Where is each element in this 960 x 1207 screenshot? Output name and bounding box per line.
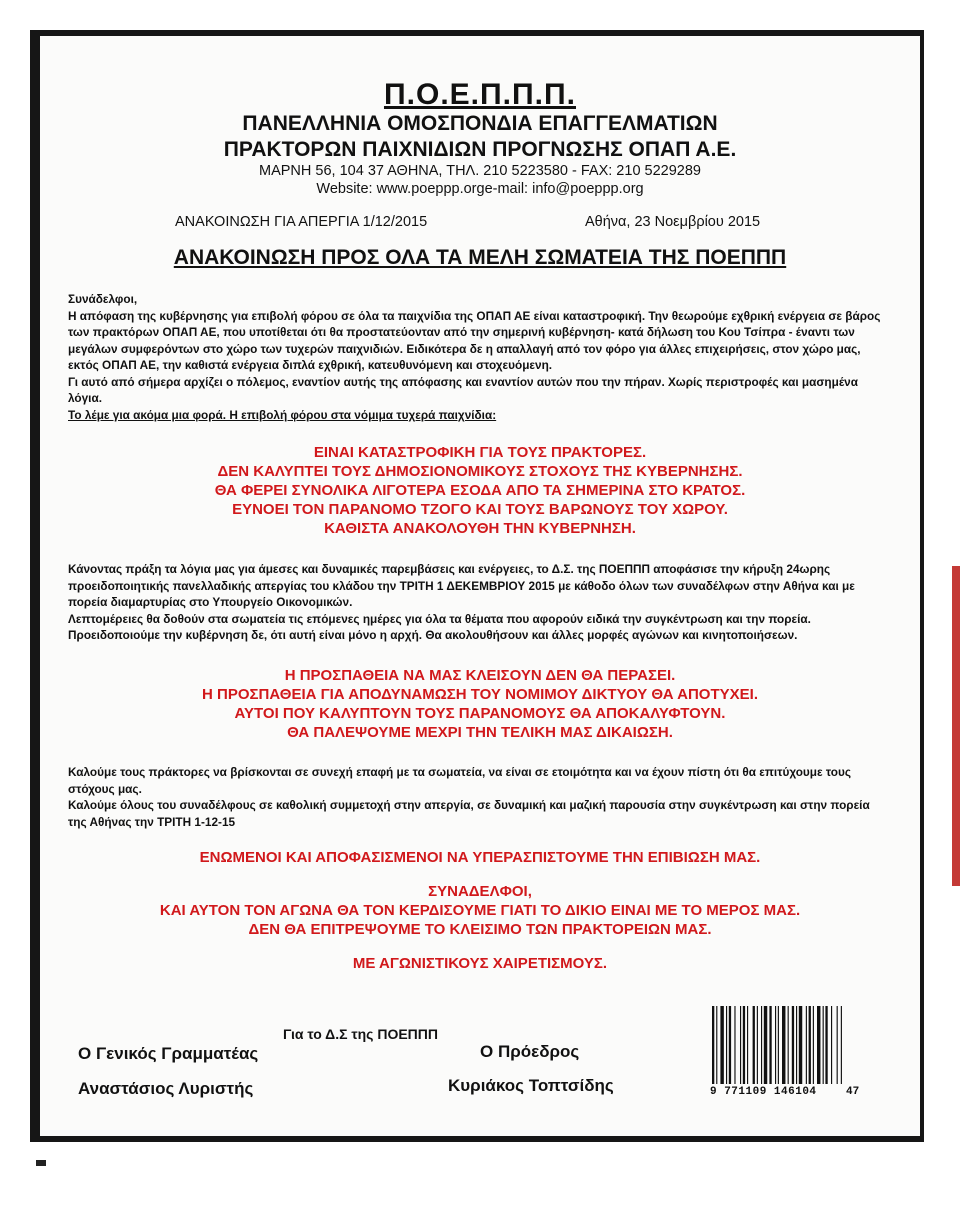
barcode-bar	[817, 1006, 820, 1084]
barcode-bar	[740, 1006, 741, 1084]
federation-name-line1: ΠΑΝΕΛΛΗΝΙΑ ΟΜΟΣΠΟΝΔΙΑ ΕΠΑΓΓΕΛΜΑΤΙΩΝ	[242, 112, 718, 135]
warning-paragraph: Προειδοποιούμε την κυβέρνηση δε, ότι αυτή είναι μόνο η αρχή. Θα ακολουθήσουν και άλλες μορφές αγώνων και κινητοποιήσεων.	[68, 628, 798, 642]
barcode-bar	[726, 1006, 727, 1084]
address-line: ΜΑΡΝΗ 56, 104 37 ΑΘΗΝΑ, ΤΗΛ. 210 5223580 - FAX: 210 5229289	[259, 163, 701, 179]
barcode-bar	[788, 1006, 789, 1084]
president-title: Ο Πρόεδρος	[480, 1042, 580, 1061]
barcode-bar	[831, 1006, 832, 1084]
intro-text	[68, 291, 888, 423]
website-line: Website: www.poeppp.orge-mail: info@poeppp.org	[316, 181, 644, 197]
barcode-bar	[761, 1006, 762, 1084]
salutation: Συνάδελφοι,	[68, 292, 138, 306]
barcode-bar	[809, 1006, 811, 1084]
president-name: Κυριάκος Τοπτσίδης	[448, 1076, 614, 1095]
barcode-bar	[823, 1006, 824, 1084]
red-line: ΔΕΝ ΚΑΛΥΠΤΕΙ ΤΟΥΣ ΔΗΜΟΣΙΟΝΟΜΙΚΟΥΣ ΣΤΟΧΟΥΣ ΤΗΣ ΚΥΒΕΡΝΗΣΗΣ.	[217, 463, 743, 480]
war-paragraph: Γι αυτό από σήμερα αρχίζει ο πόλεμος, εναντίον αυτής της απόφασης και εναντίον αυτών που την πήραν. Χωρίς περιστροφές και μασημένα λόγια.	[68, 374, 858, 405]
red-line: ΔΕΝ ΘΑ ΕΠΙΤΡΕΨΟΥΜΕ ΤΟ ΚΛΕΙΣΙΜΟ ΤΩΝ ΠΡΑΚΤΟΡΕΙΩΝ ΜΑΣ.	[248, 921, 712, 938]
red-line: ΕΙΝΑΙ ΚΑΤΑΣΤΡΟΦΙΚΗ ΓΙΑ ΤΟΥΣ ΠΡΑΚΤΟΡΕΣ.	[313, 444, 647, 461]
red-line: ΣΥΝΑΔΕΛΦΟΙ,	[428, 883, 532, 900]
for-board-line: Για το Δ.Σ της ΠΟΕΠΠΠ	[283, 1026, 439, 1042]
barcode-bar	[769, 1006, 771, 1084]
red-list-resistance	[40, 666, 920, 742]
barcode-bar	[837, 1006, 838, 1084]
barcode-bar	[747, 1006, 748, 1084]
adjacent-page-edge	[952, 566, 960, 886]
barcode-bar	[753, 1006, 755, 1084]
strike-paragraph: Κάνοντας πράξη τα λόγια μας για άμεσες και δυναμικές παρεμβάσεις και ενέργειες, το Δ.Σ. της ΠΟΕΠΠΠ αποφάσισε την κήρυξη 24ωρης προειδοποιητικής πανελλαδικής απεργίας του κλάδου την ΤΡΙΤΗ 1 ΔΕΚΕΜΒΡΙΟΥ 2015 με κάθοδο όλων των συναδέλφων στην Αθήνα και με πορεία διαμαρτυρίας στο Υπουργείο Οικονομικών.	[68, 562, 855, 609]
contact-paragraph: Καλούμε τους πράκτορες να βρίσκονται σε συνεχή επαφή με τα σωματεία, να είναι σε ετοιμότητα και να έχουν πίστη ότι θα επιτύχουμε τους στόχους μας.	[68, 765, 852, 796]
main-title: ΑΝΑΚΟΙΝΩΣΗ ΠΡΟΣ ΟΛΑ ΤΑ ΜΕΛΗ ΣΩΜΑΤΕΙΑ ΤΗΣ ΠΟΕΠΠΠ	[173, 246, 787, 269]
barcode-bar	[716, 1006, 717, 1084]
barcode-bar	[792, 1006, 794, 1084]
barcode-bar	[729, 1006, 731, 1084]
strike-text	[68, 561, 888, 644]
document-sheet	[40, 36, 920, 1136]
org-abbreviation: Π.Ο.Ε.Π.Π.Π.	[383, 78, 576, 111]
barcode-bar	[806, 1006, 807, 1084]
red-colleagues-block	[40, 882, 920, 939]
issue-number: 47	[846, 1086, 860, 1098]
secretary-title: Ο Γενικός Γραμματέας	[78, 1044, 259, 1063]
barcode-bar	[796, 1006, 797, 1084]
barcode-bar	[764, 1006, 767, 1084]
date-line: Αθήνα, 23 Νοεμβρίου 2015	[585, 214, 761, 230]
red-line: Η ΠΡΟΣΠΑΘΕΙΑ ΝΑ ΜΑΣ ΚΛΕΙΣΟΥΝ ΔΕΝ ΘΑ ΠΕΡΑΣΕΙ.	[284, 667, 676, 684]
red-line: ΘΑ ΦΕΡΕΙ ΣΥΝΟΛΙΚΑ ΛΙΓΟΤΕΡΑ ΕΣΟΔΑ ΑΠΟ ΤΑ ΣΗΜΕΡΙΝΑ ΣΤΟ ΚΡΑΤΟΣ.	[214, 482, 746, 499]
red-line: Η ΠΡΟΣΠΑΘΕΙΑ ΓΙΑ ΑΠΟΔΥΝΑΜΩΣΗ ΤΟΥ ΝΟΜΙΜΟΥ ΔΙΚΤΥΟΥ ΘΑ ΑΠΟΤΥΧΕΙ.	[202, 686, 758, 703]
tax-statement-lead: Το λέμε για ακόμα μια φορά. Η επιβολή φόρου στα νόμιμα τυχερά παιχνίδια:	[68, 407, 497, 422]
secretary-name: Αναστάσιος Λυριστής	[78, 1079, 254, 1098]
barcode-digits: 9 771109 146104	[710, 1086, 817, 1098]
intro-paragraph: Η απόφαση της κυβέρνησης για επιβολή φόρου σε όλα τα παιχνίδια της ΟΠΑΠ ΑΕ είναι καταστροφική. Την θεωρούμε εχθρική ενέργεια σε βάρος των πρακτόρων ΟΠΑΠ ΑΕ, που υποτίθεται ότι θα προστατεύονταν από την σημερινή κυβέρνηση- κατά δήλωση του Κου Τσίπρα - έναντι των μεγάλων συμφερόντων στο χώρο των τυχερών παιχνιδιών. Ειδικότερα δε η απαλλαγή από τον φόρο για άλλες επιχειρήσεις, στον χώρο μας, εκτός ΟΠΑΠ ΑΕ, την καθιστά ενέργεια διπλά εχθρική, κατευθυνόμενη και στοχευόμενη.	[68, 308, 881, 372]
red-line: ΑΥΤΟΙ ΠΟΥ ΚΑΛΥΠΤΟΥΝ ΤΟΥΣ ΠΑΡΑΝΟΜΟΥΣ ΘΑ ΑΠΟΚΑΛΥΦΤΟΥΝ.	[234, 705, 726, 722]
federation-name-line2: ΠΡΑΚΤΟΡΩΝ ΠΑΙΧΝΙΔΙΩΝ ΠΡΟΓΝΩΣΗΣ ΟΠΑΠ Α.Ε.	[223, 138, 737, 161]
barcode-bar	[775, 1006, 776, 1084]
red-line: ΚΑΘΙΣΤΑ ΑΝΑΚΟΛΟΥΘΗ ΤΗΝ ΚΥΒΕΡΝΗΣΗ.	[324, 520, 636, 537]
barcode-bar	[825, 1006, 827, 1084]
barcode-bar	[757, 1006, 758, 1084]
barcode-bar	[799, 1006, 802, 1084]
red-unity-line: ΕΝΩΜΕΝΟΙ ΚΑΙ ΑΠΟΦΑΣΙΣΜΕΝΟΙ ΝΑ ΥΠΕΡΑΣΠΙΣΤΟΥΜΕ ΤΗΝ ΕΠΙΒΙΩΣΗ ΜΑΣ.	[199, 849, 761, 866]
red-closing: ΜΕ ΑΓΩΝΙΣΤΙΚΟΥΣ ΧΑΙΡΕΤΙΣΜΟΥΣ.	[352, 955, 608, 972]
barcode-bar	[841, 1006, 842, 1084]
red-line: ΘΑ ΠΑΛΕΨΟΥΜΕ ΜΕΧΡΙ ΤΗΝ ΤΕΛΙΚΗ ΜΑΣ ΔΙΚΑΙΩΣΗ.	[287, 724, 673, 741]
call-text	[68, 764, 888, 830]
barcode-bar	[743, 1006, 745, 1084]
announcement-reference: ΑΝΑΚΟΙΝΩΣΗ ΓΙΑ ΑΠΕΡΓΙΑ 1/12/2015	[175, 214, 428, 230]
barcode-bar	[712, 1006, 714, 1084]
barcode-bar	[720, 1006, 723, 1084]
red-line: ΚΑΙ ΑΥΤΟΝ ΤΟΝ ΑΓΩΝΑ ΘΑ ΤΟΝ ΚΕΡΔΙΣΟΥΜΕ ΓΙΑΤΙ ΤΟ ΔΙΚΙΟ ΕΙΝΑΙ ΜΕ ΤΟ ΜΕΡΟΣ ΜΑΣ.	[159, 902, 801, 919]
red-list-tax-effects	[40, 443, 920, 538]
details-paragraph: Λεπτομέρειες θα δοθούν στα σωματεία τις επόμενες ημέρες για όλα τα θέματα που αφορούν ειδικά την συγκέντρωση και την πορεία.	[68, 611, 811, 626]
barcode-bar	[813, 1006, 814, 1084]
barcode-bar	[778, 1006, 779, 1084]
barcode-bar	[782, 1006, 785, 1084]
scan-speck	[36, 1160, 46, 1166]
participation-paragraph: Καλούμε όλους του συναδέλφους σε καθολική συμμετοχή στην απεργία, σε δυναμική και μαζική παρουσία στην συγκέντρωση και στην πορεία της Αθήνας την ΤΡΙΤΗ 1-12-15	[68, 798, 870, 829]
barcode	[710, 1006, 882, 1094]
red-line: ΕΥΝΟΕΙ ΤΟΝ ΠΑΡΑΝΟΜΟ ΤΖΟΓΟ ΚΑΙ ΤΟΥΣ ΒΑΡΩΝΟΥΣ ΤΟΥ ΧΩΡΟΥ.	[232, 501, 728, 518]
barcode-bar	[734, 1006, 735, 1084]
